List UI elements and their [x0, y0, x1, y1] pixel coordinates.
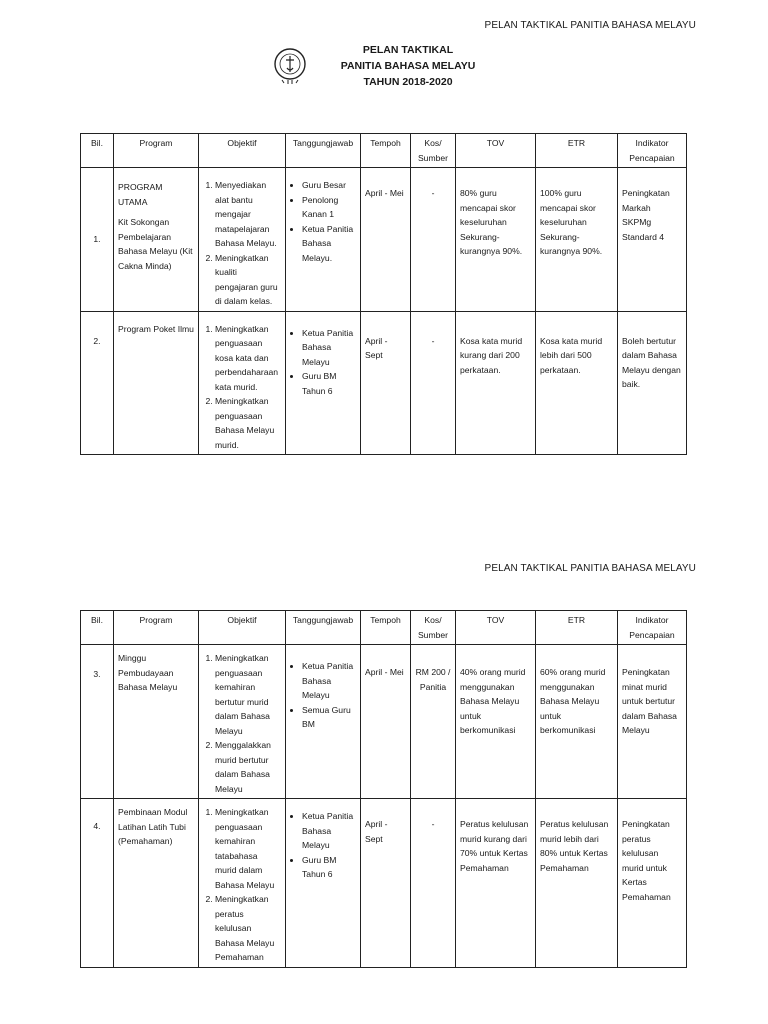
- tempoh-cell: April - Mei: [361, 645, 411, 799]
- objektif-cell: [199, 645, 286, 799]
- etr-cell: Peratus kelulusan murid lebih dari 80% untuk Kertas Pemahaman: [536, 799, 618, 968]
- tanggungjawab-cell: [286, 645, 361, 799]
- program-name: Kit Sokongan Pembelajaran Bahasa Melayu (Kit Cakna Minda): [118, 217, 193, 271]
- row-number: 1.: [81, 168, 114, 312]
- objective-item: 2. Menggalakkan murid bertutur dalam Bahasa Melayu: [215, 738, 281, 796]
- table-header-row: [81, 611, 687, 645]
- responsible-item: • Guru Besar: [302, 178, 356, 193]
- objektif-cell: [199, 311, 286, 455]
- tempoh-cell: April - Mei: [361, 168, 411, 312]
- objective-item: 2. Meningkatkan penguasaan Bahasa Melayu murid.: [215, 394, 281, 452]
- column-header: Program: [114, 134, 199, 168]
- row-number: 2.: [81, 311, 114, 455]
- plan-table-page-1: [80, 133, 687, 455]
- kos-cell: -: [411, 799, 456, 968]
- column-header: Tanggungjawab: [286, 611, 361, 645]
- objective-item: 1. Meningkatkan penguasaan kemahiran bertutur murid dalam Bahasa Melayu: [215, 651, 281, 738]
- responsible-item: • Penolong Kanan 1: [302, 193, 356, 222]
- column-header: ETR: [536, 611, 618, 645]
- column-header: Tanggungjawab: [286, 134, 361, 168]
- responsible-item: • Ketua Panitia Bahasa Melayu: [302, 326, 356, 370]
- program-heading: PROGRAM UTAMA: [118, 182, 163, 207]
- row-number: 3.: [81, 645, 114, 799]
- program-name: Minggu Pembudayaan Bahasa Melayu: [118, 653, 178, 692]
- document-title: [0, 42, 768, 90]
- table-row: [81, 799, 687, 968]
- tempoh-cell: April - Sept: [361, 311, 411, 455]
- tanggungjawab-cell: [286, 168, 361, 312]
- indikator-cell: Boleh bertutur dalam Bahasa Melayu dengan baik.: [618, 311, 687, 455]
- column-header: Indikator Pencapaian: [618, 611, 687, 645]
- column-header: Kos/ Sumber: [411, 134, 456, 168]
- responsible-item: • Ketua Panitia Bahasa Melayu.: [302, 222, 356, 266]
- column-header: Bil.: [81, 134, 114, 168]
- tov-cell: 40% orang murid menggunakan Bahasa Melayu untuk berkomunikasi: [456, 645, 536, 799]
- column-header: TOV: [456, 611, 536, 645]
- kos-cell: -: [411, 168, 456, 312]
- column-header: Program: [114, 611, 199, 645]
- table-header-row: [81, 134, 687, 168]
- kos-cell: -: [411, 311, 456, 455]
- etr-cell: 60% orang murid menggunakan Bahasa Melayu untuk berkomunikasi: [536, 645, 618, 799]
- objective-item: 1. Meningkatkan penguasaan kemahiran tatabahasa murid dalam Bahasa Melayu: [215, 805, 281, 892]
- row-number: 4.: [81, 799, 114, 968]
- program-cell: [114, 645, 199, 799]
- column-header: Bil.: [81, 611, 114, 645]
- indikator-cell: Peningkatan minat murid untuk bertutur dalam Bahasa Melayu: [618, 645, 687, 799]
- tov-cell: Peratus kelulusan murid kurang dari 70% untuk Kertas Pemahaman: [456, 799, 536, 968]
- objective-item: 1. Menyediakan alat bantu mengajar matapelajaran Bahasa Melayu.: [215, 178, 281, 251]
- running-header: PELAN TAKTIKAL PANITIA BAHASA MELAYU: [484, 20, 696, 31]
- table-row: [81, 168, 687, 312]
- responsible-item: • Ketua Panitia Bahasa Melayu: [302, 659, 356, 703]
- column-header: Tempoh: [361, 611, 411, 645]
- objective-item: 2. Meningkatkan kualiti pengajaran guru di dalam kelas.: [215, 251, 281, 309]
- program-cell: [114, 311, 199, 455]
- kos-cell: RM 200 / Panitia: [411, 645, 456, 799]
- etr-cell: 100% guru mencapai skor keseluruhan Sekurang-kurangnya 90%.: [536, 168, 618, 312]
- tanggungjawab-cell: [286, 799, 361, 968]
- objective-item: 2. Meningkatkan peratus kelulusan Bahasa Melayu Pemahaman: [215, 892, 281, 965]
- running-header: PELAN TAKTIKAL PANITIA BAHASA MELAYU: [484, 563, 696, 574]
- plan-table-page-2: [80, 610, 687, 968]
- column-header: Objektif: [199, 134, 286, 168]
- indikator-cell: Peningkatan peratus kelulusan murid untuk Kertas Pemahaman: [618, 799, 687, 968]
- responsible-item: • Ketua Panitia Bahasa Melayu: [302, 809, 356, 853]
- program-cell: [114, 799, 199, 968]
- program-name: Pembinaan Modul Latihan Latih Tubi (Pemahaman): [118, 807, 188, 846]
- column-header: Tempoh: [361, 134, 411, 168]
- column-header: Indikator Pencapaian: [618, 134, 687, 168]
- title-line-1: PELAN TAKTIKAL: [362, 44, 454, 56]
- objektif-cell: [199, 799, 286, 968]
- table-row: [81, 645, 687, 799]
- table-row: [81, 311, 687, 455]
- tov-cell: Kosa kata murid kurang dari 200 perkataan.: [456, 311, 536, 455]
- program-name: Program Poket Ilmu: [118, 323, 194, 334]
- column-header: Objektif: [199, 611, 286, 645]
- tov-cell: 80% guru mencapai skor keseluruhan Sekurang-kurangnya 90%.: [456, 168, 536, 312]
- column-header: Kos/ Sumber: [411, 611, 456, 645]
- etr-cell: Kosa kata murid lebih dari 500 perkataan.: [536, 311, 618, 455]
- responsible-item: • Guru BM Tahun 6: [302, 853, 356, 882]
- tanggungjawab-cell: [286, 311, 361, 455]
- column-header: ETR: [536, 134, 618, 168]
- program-cell: [114, 168, 199, 312]
- objective-item: 1. Meningkatkan penguasaan kosa kata dan perbendaharaan kata murid.: [215, 322, 281, 395]
- column-header: TOV: [456, 134, 536, 168]
- responsible-item: • Guru BM Tahun 6: [302, 369, 356, 398]
- tempoh-cell: April - Sept: [361, 799, 411, 968]
- responsible-item: • Semua Guru BM: [302, 703, 356, 732]
- title-line-2: PANITIA BAHASA MELAYU: [340, 60, 476, 72]
- title-line-3: TAHUN 2018-2020: [363, 76, 453, 88]
- objektif-cell: [199, 168, 286, 312]
- indikator-cell: Peningkatan Markah SKPMg Standard 4: [618, 168, 687, 312]
